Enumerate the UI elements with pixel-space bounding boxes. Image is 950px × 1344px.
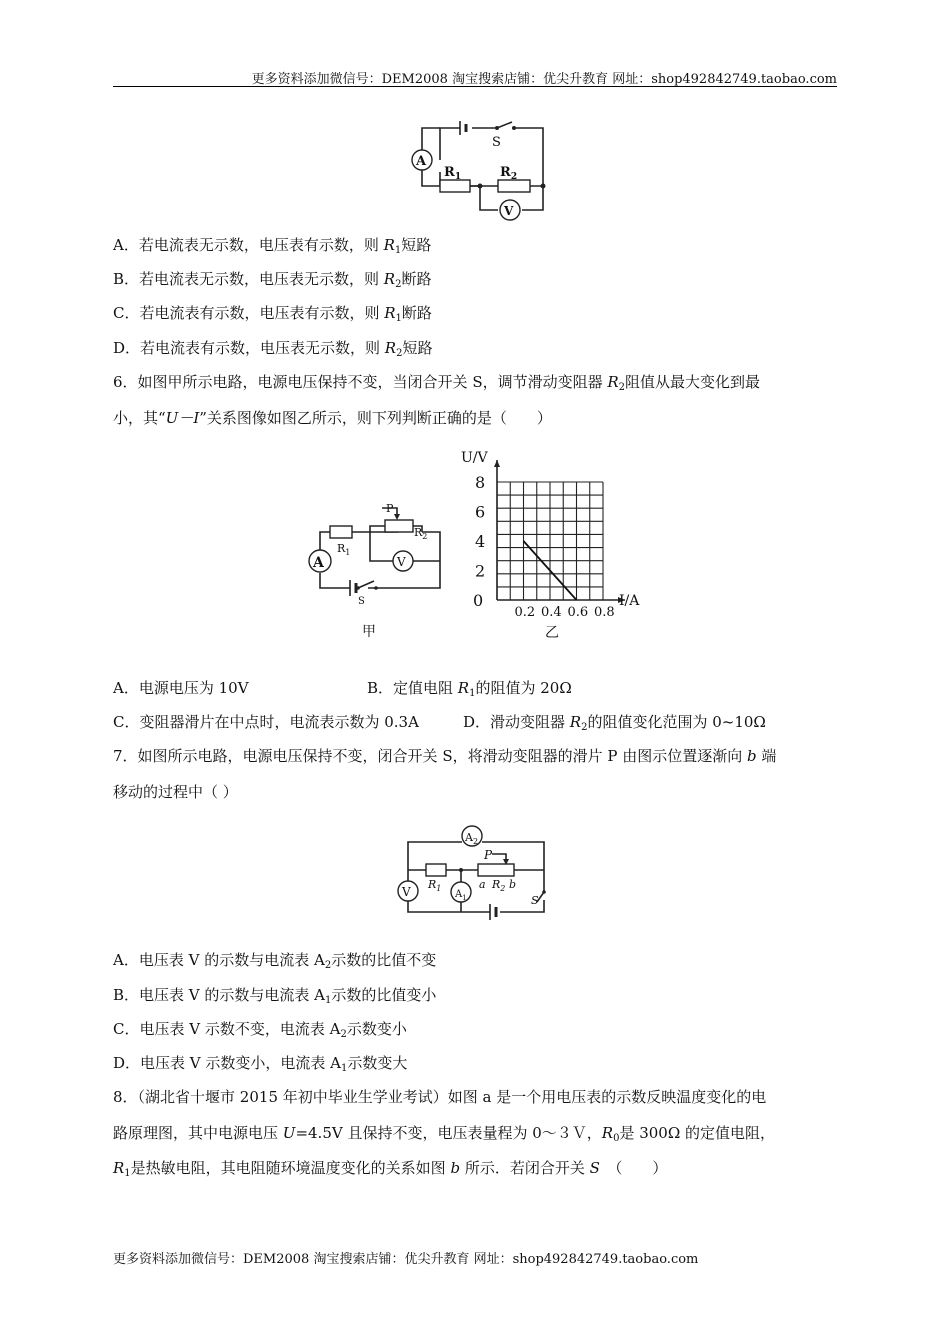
q8-stem-line3: $R_1$是热敏电阻，其电阻随环境温度变化的关系如图 b 所示．若闭合开关 S （ ）	[113, 1159, 668, 1179]
circuit-figure-q6-jia	[300, 500, 460, 645]
q5-option-d: D．若电流表有示数，电压表无示数，则 $R_2$短路	[113, 339, 433, 359]
x-tick-label: 0.4	[541, 605, 562, 620]
q7-option-b: B．电压表 V 的示数与电流表 $A_1$示数的比值变小	[113, 986, 437, 1006]
a1-label: $A_1$	[455, 889, 467, 902]
q5-option-b: B．若电流表无示数，电压表无示数，则 $R_2$断路	[113, 270, 432, 290]
x-tick-label: 0.2	[514, 605, 536, 620]
origin-label: 0	[473, 591, 484, 610]
page-header: 更多资料添加微信号：DEM2008 淘宝搜索店铺：优尖升教育 网址：shop492842749.taobao.com	[251, 72, 837, 87]
q5-option-c: C．若电流表有示数，电压表有示数，则 $R_1$断路	[113, 304, 432, 324]
q7-option-d: D．电压表 V 示数变小，电流表 $A_1$示数变大	[113, 1054, 408, 1074]
switch-label: S	[358, 596, 365, 607]
y-tick-label: 8	[475, 473, 486, 492]
switch-label: S	[492, 135, 501, 150]
q7-option-a: A．电压表 V 的示数与电流表 $A_2$示数的比值不变	[113, 951, 437, 971]
q6-stem-line1: 6．如图甲所示电路，电源电压保持不变，当闭合开关 S，调节滑动变阻器 $R_2$阻值从最大变化到最	[113, 373, 761, 393]
q7-stem-line2: 移动的过程中（ ）	[113, 783, 238, 801]
q8-stem-line2: 路原理图，其中电源电压 U=4.5V 且保持不变，电压表量程为 0～３Ｖ，$R_0$是 300Ω 的定值电阻，	[113, 1124, 776, 1144]
y-tick-label: 6	[475, 502, 486, 522]
y-tick-label: 4	[475, 532, 486, 551]
q8-stem-line1: 8．（湖北省十堰市 2015 年初中毕业生学业考试）如图 a 是一个用电压表的示数反映温度变化的电	[113, 1088, 767, 1106]
ammeter-label: A	[416, 154, 427, 169]
circuit-figure-q7	[400, 822, 560, 922]
header-rule	[113, 86, 837, 87]
q6-option-c: C．变阻器滑片在中点时，电流表示数为 0.3A	[113, 713, 419, 731]
r2-label: $R_2$	[492, 878, 506, 893]
page-footer: 更多资料添加微信号：DEM2008 淘宝搜索店铺：优尖升教育 网址：shop492842749.taobao.com	[113, 1252, 699, 1267]
figure-label-jia: 甲	[362, 624, 376, 640]
a2-label: $A_2$	[465, 831, 479, 846]
circuit-figure-q5	[400, 118, 560, 218]
y-tick-label: 2	[475, 561, 486, 581]
q7-option-c: C．电压表 V 示数不变，电流表 $A_2$示数变小	[113, 1020, 407, 1040]
r2-label: $R_2$	[500, 165, 518, 182]
q6-option-b: B．定值电阻 $R_1$的阻值为 20Ω	[367, 679, 572, 699]
x-tick-label: 0.8	[594, 605, 615, 620]
ui-chart	[455, 448, 655, 643]
q6-option-d: D．滑动变阻器 $R_2$的阻值变化范围为 0~10Ω	[463, 713, 766, 733]
x-axis-label: I/A	[619, 593, 640, 609]
r1-label: $R_1$	[428, 878, 442, 893]
r1-label: $R_1$	[444, 165, 462, 182]
slider-p-label: P	[386, 502, 394, 515]
ammeter-label: A	[313, 555, 324, 571]
q6-option-a: A．电源电压为 10V	[113, 679, 249, 697]
x-tick-label: 0.6	[567, 605, 589, 620]
voltmeter-label: V	[402, 885, 411, 899]
voltmeter-label: V	[397, 555, 406, 569]
q5-option-a: A．若电流表无示数，电压表有示数，则 $R_1$短路	[113, 236, 432, 256]
y-axis-label: U/V	[461, 450, 488, 466]
voltmeter-label: V	[504, 204, 514, 218]
switch-label: S	[531, 894, 539, 907]
y-axis-arrow	[494, 460, 500, 467]
figure-label-yi: 乙	[545, 625, 559, 641]
r2-label: $R_2$	[414, 526, 428, 541]
q6-stem-line2: 小，其“U－I”关系图像如图乙所示，则下列判断正确的是（ ）	[113, 409, 552, 427]
slider-p-label: P	[484, 848, 493, 862]
end-a-label: a	[479, 878, 486, 891]
q7-stem-line1: 7．如图所示电路，电源电压保持不变，闭合开关 S，将滑动变阻器的滑片 P 由图示位置逐渐向 b 端	[113, 747, 777, 765]
r1-label: $R_1$	[337, 542, 351, 557]
end-b-label: b	[509, 878, 517, 891]
